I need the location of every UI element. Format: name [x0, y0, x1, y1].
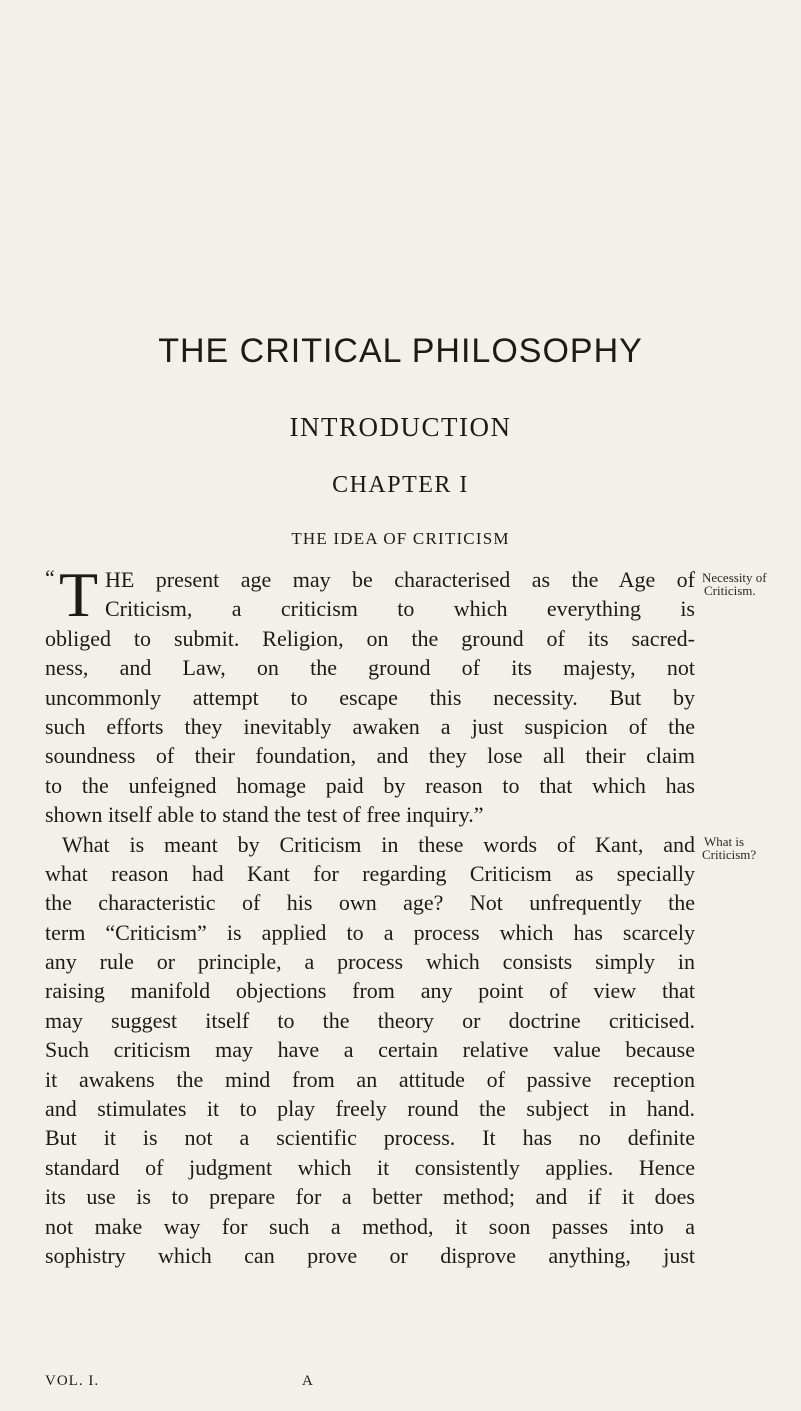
text-line: and stimulates it to play freely round the subject in hand.: [45, 1096, 695, 1122]
text-line: standard of judgment which it consistently applies. Hence: [45, 1154, 695, 1180]
margin-note-line: Criticism.: [704, 583, 756, 598]
text-line: the characteristic of his own age? Not unfrequently the: [45, 890, 695, 916]
text-line: raising manifold objections from any point of view that: [45, 978, 695, 1004]
margin-note-line: Criticism?: [702, 847, 757, 862]
margin-note-line: What is: [704, 834, 745, 849]
text-line: its use is to prepare for a better method; and if it does: [45, 1184, 695, 1210]
text-line: not make way for such a method, it soon passes into a: [45, 1213, 695, 1239]
text-line: term “Criticism” is applied to a process which has scarcely: [45, 919, 695, 945]
margin-note-line: Necessity of: [702, 570, 767, 585]
opening-paragraph: [45, 559, 695, 830]
body-text: [45, 559, 695, 1270]
text-line: shown itself able to stand the test of free inquiry.”: [45, 802, 484, 828]
chapter-label: CHAPTER I: [332, 472, 469, 498]
text-line: What is meant by Criticism in these words of Kant, and: [62, 831, 695, 857]
text-line: sophistry which can prove or disprove anything, just: [45, 1242, 695, 1268]
text-line: uncommonly attempt to escape this necessity. But by: [45, 684, 695, 710]
opening-quote-mark: “: [45, 565, 55, 590]
text-line: ness, and Law, on the ground of its majesty, not: [45, 655, 695, 681]
chapter-title: THE IDEA OF CRITICISM: [291, 529, 510, 548]
text-line: HE present age may be characterised as the Age of: [105, 567, 695, 592]
text-line: may suggest itself to the theory or doctrine criticised.: [45, 1007, 695, 1033]
text-line: Such criticism may have a certain relative value because: [45, 1037, 695, 1063]
text-line: such efforts they inevitably awaken a just suspicion of the: [45, 713, 695, 739]
signature-mark: A: [302, 1373, 314, 1389]
drop-cap: T: [59, 559, 99, 630]
text-line: any rule or principle, a process which consists simply in: [45, 949, 695, 975]
part-title: INTRODUCTION: [289, 412, 512, 442]
text-line: But it is not a scientific process. It has no definite: [45, 1125, 695, 1151]
volume-signature: VOL. I.: [45, 1373, 100, 1389]
text-line: obliged to submit. Religion, on the ground of its sacred-: [45, 625, 695, 651]
text-line: what reason had Kant for regarding Criticism as specially: [45, 860, 695, 886]
margin-note-necessity: [702, 571, 767, 597]
book-title: THE CRITICAL PHILOSOPHY: [158, 332, 643, 370]
margin-note-what-is: [702, 835, 756, 861]
text-line: it awakens the mind from an attitude of passive reception: [45, 1066, 695, 1092]
second-paragraph: [45, 830, 695, 1271]
text-line: Criticism, a criticism to which everything is: [105, 596, 695, 622]
text-line: soundness of their foundation, and they lose all their claim: [45, 743, 695, 769]
text-line: to the unfeigned homage paid by reason to that which has: [45, 772, 695, 798]
